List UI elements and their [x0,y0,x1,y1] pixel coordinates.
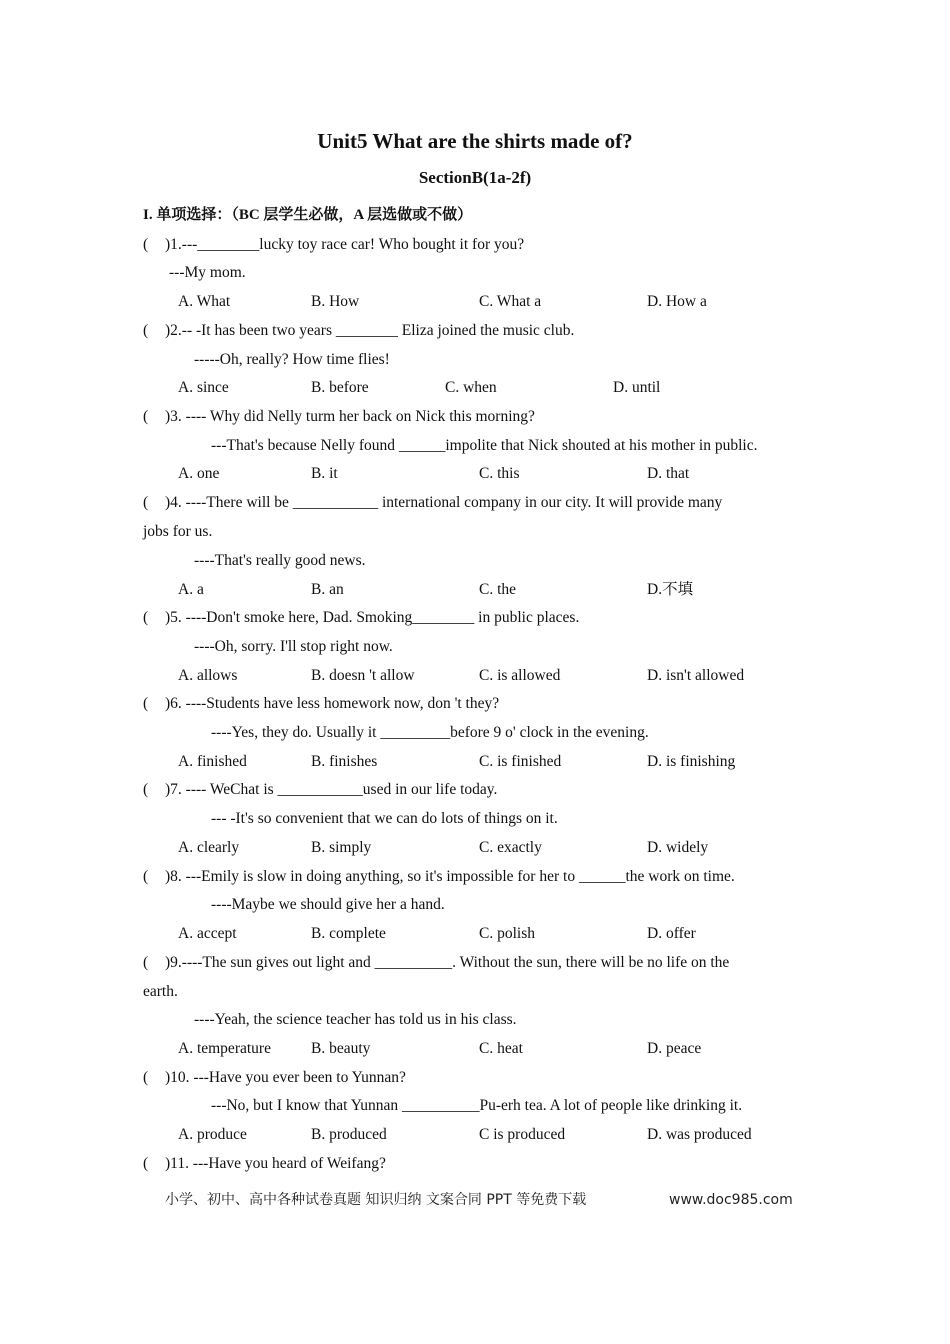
question-7-option-c: C. exactly [479,839,542,856]
answer-paren: ( [143,494,149,511]
question-3-option-d: D. that [647,465,690,482]
question-8-option-c: C. polish [479,925,535,942]
question-9-stem: ( )9.----The sun gives out light and __________. Without the sun, there will be no life on the [143,952,729,974]
answer-paren: ( [143,609,149,626]
question-7-option-d: D. widely [647,839,709,856]
question-6-option-d: D. is finishing [647,753,736,770]
question-10-answer: ---No, but I know that Yunnan __________Pu-erh tea. A lot of people like drinking it. [211,1097,743,1114]
question-3-option-c: C. this [479,465,520,482]
question-6-answer: ----Yes, they do. Usually it _________before 9 o' clock in the evening. [211,724,649,741]
question-3-answer: ---That's because Nelly found ______impolite that Nick shouted at his mother in public. [211,437,758,454]
question-10-option-a: A. produce [178,1126,247,1143]
question-7-answer: --- -It's so convenient that we can do lots of things on it. [211,810,558,827]
question-9-option-c: C. heat [479,1040,523,1057]
answer-paren: ( [143,954,149,971]
section-heading: I. 单项选择：（BC 层学生必做，A 层选做或不做） [143,207,473,223]
question-2-option-b: B. before [311,379,369,396]
question-1-option-d: D. How a [647,293,707,310]
question-2-stem: ( )2.-- -It has been two years ________ Eliza joined the music club. [143,320,574,342]
question-1-stem: ( )1.---________lucky toy race car! Who bought it for you? [143,234,524,256]
question-10-option-b: B. produced [311,1126,387,1143]
question-9-option-a: A. temperature [178,1040,271,1057]
answer-paren: ( [143,695,149,712]
question-5-answer: ----Oh, sorry. I'll stop right now. [194,638,393,655]
question-6-option-b: B. finishes [311,753,378,770]
page-subtitle: SectionB(1a-2f) [418,168,532,187]
question-10-stem: ( )10. ---Have you ever been to Yunnan? [143,1067,406,1089]
question-5-stem: ( )5. ----Don't smoke here, Dad. Smoking________ in public places. [143,607,579,629]
question-4-stem: ( )4. ----There will be ___________ international company in our city. It will provide many [143,492,722,514]
question-3-stem: ( )3. ---- Why did Nelly turm her back on Nick this morning? [143,406,535,428]
footer-link[interactable]: www.doc985.com [669,1192,793,1208]
question-4-answer: ----That's really good news. [194,552,366,569]
answer-paren: ( [143,408,149,425]
question-9-stem-continuation: earth. [143,983,178,1000]
answer-paren: ( [143,322,149,339]
answer-paren: ( [143,781,149,798]
question-4-option-c: C. the [479,581,517,598]
question-6-option-c: C. is finished [479,753,562,770]
question-1-option-a: A. What [178,293,231,310]
question-2-option-a: A. since [178,379,229,396]
question-8-option-a: A. accept [178,925,237,942]
question-5-option-c: C. is allowed [479,667,561,684]
question-8-option-b: B. complete [311,925,386,942]
footer-text: 小学、初中、高中各种试卷真题 知识归纳 文案合同 PPT 等免费下载 [165,1192,587,1208]
question-10-option-d: D. was produced [647,1126,752,1143]
question-3-option-b: B. it [311,465,338,482]
question-7-option-b: B. simply [311,839,372,856]
question-5-option-a: A. allows [178,667,238,684]
question-4-option-d: D.不填 [647,581,694,598]
answer-paren: ( [143,236,149,253]
question-9-option-d: D. peace [647,1040,702,1057]
page-title: Unit5 What are the shirts made of? [317,129,633,153]
question-8-option-d: D. offer [647,925,696,942]
question-8-answer: ----Maybe we should give her a hand. [211,896,445,913]
question-8-stem: ( )8. ---Emily is slow in doing anything, so it's impossible for her to ______the work on time. [143,866,735,888]
answer-paren: ( [143,1155,149,1172]
answer-paren: ( [143,868,149,885]
question-7-stem: ( )7. ---- WeChat is ___________used in our life today. [143,779,497,801]
question-7-option-a: A. clearly [178,839,240,856]
question-1-answer: ---My mom. [169,264,246,281]
question-6-stem: ( )6. ----Students have less homework now, don 't they? [143,693,499,715]
question-1-option-c: C. What a [479,293,542,310]
question-2-option-c: C. when [445,379,497,396]
question-6-option-a: A. finished [178,753,247,770]
question-10-option-c: C is produced [479,1126,566,1143]
answer-paren: ( [143,1069,149,1086]
question-4-stem-continuation: jobs for us. [143,523,213,540]
question-5-option-b: B. doesn 't allow [311,667,415,684]
question-4-option-a: A. a [178,581,204,598]
question-5-option-d: D. isn't allowed [647,667,745,684]
question-2-option-d: D. until [613,379,661,396]
question-9-option-b: B. beauty [311,1040,371,1057]
question-9-answer: ----Yeah, the science teacher has told us in his class. [194,1011,517,1028]
question-2-answer: -----Oh, really? How time flies! [194,351,390,368]
question-11-stem: ( )11. ---Have you heard of Weifang? [143,1153,386,1175]
question-3-option-a: A. one [178,465,220,482]
question-4-option-b: B. an [311,581,344,598]
question-1-option-b: B. How [311,293,360,310]
